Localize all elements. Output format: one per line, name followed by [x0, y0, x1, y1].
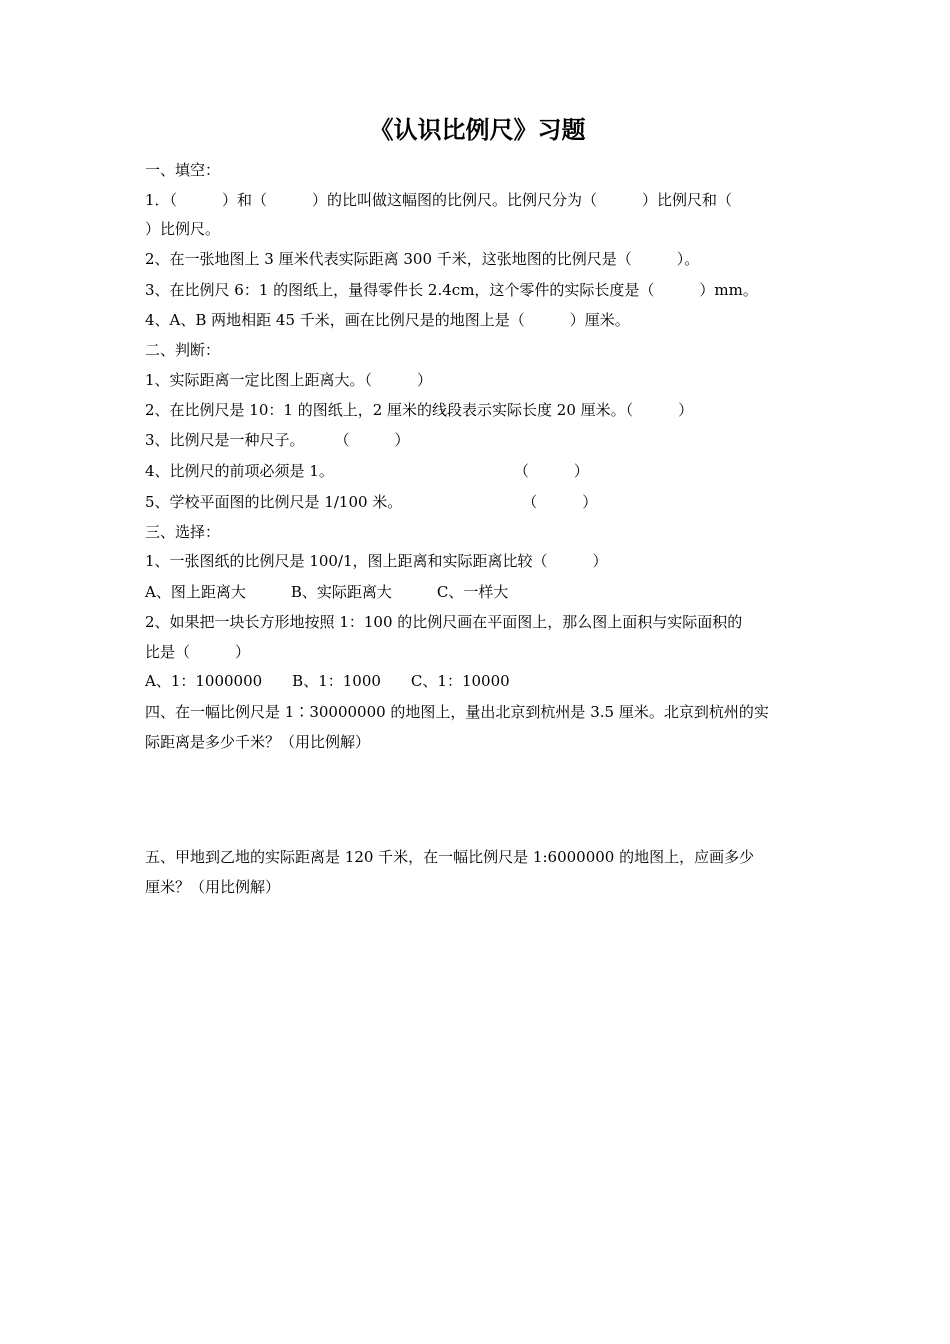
judge-q5: 5、学校平面图的比例尺是 1/100 米。 （ ）	[145, 493, 598, 511]
fill-blank-q1-cont: ）比例尺。	[145, 220, 221, 238]
worksheet-title: 《认识比例尺》习题	[369, 116, 586, 144]
section-choice-heading: 三、选择：	[145, 523, 221, 541]
judge-q1: 1、实际距离一定比图上距离大。（ ）	[145, 371, 433, 389]
problem-five: 五、甲地到乙地的实际距离是 120 千米，在一幅比例尺是 1:6000000 的地图上，应画多少	[145, 848, 755, 866]
judge-q2: 2、在比例尺是 10：1 的图纸上，2 厘米的线段表示实际长度 20 厘米。（ ）	[145, 401, 694, 419]
fill-blank-q3: 3、在比例尺 6：1 的图纸上，量得零件长 2.4cm，这个零件的实际长度是（ ）mm。	[145, 281, 758, 299]
fill-blank-q2: 2、在一张地图上 3 厘米代表实际距离 300 千米，这张地图的比例尺是（ ）。	[145, 250, 700, 268]
choice-q2-cont: 比是（ ）	[145, 643, 251, 661]
judge-q3: 3、比例尺是一种尺子。 （ ）	[145, 431, 410, 449]
choice-q1: 1、一张图纸的比例尺是 100/1，图上距离和实际距离比较（ ）	[145, 552, 608, 570]
fill-blank-q1: 1．（ ）和（ ）的比叫做这幅图的比例尺。比例尺分为（ ）比例尺和（	[145, 191, 733, 209]
choice-q2-options: A、1：1000000 B、1：1000 C、1：10000	[145, 672, 510, 690]
problem-four-cont: 际距离是多少千米？（用比例解）	[145, 733, 371, 751]
choice-q1-options: A、图上距离大 B、实际距离大 C、一样大	[145, 583, 509, 601]
judge-q4: 4、比例尺的前项必须是 1。 （ ）	[145, 462, 589, 480]
problem-four: 四、在一幅比例尺是 1∶30000000 的地图上，量出北京到杭州是 3.5 厘米。北京到杭州的实	[145, 703, 769, 721]
choice-q2: 2、如果把一块长方形地按照 1：100 的比例尺画在平面图上，那么图上面积与实际面积的	[145, 613, 743, 631]
section-fill-blank-heading: 一、填空：	[145, 161, 221, 179]
problem-five-cont: 厘米？（用比例解）	[145, 878, 281, 896]
section-judge-heading: 二、判断：	[145, 341, 221, 359]
fill-blank-q4: 4、A、B 两地相距 45 千米，画在比例尺是的地图上是（ ）厘米。	[145, 311, 630, 329]
